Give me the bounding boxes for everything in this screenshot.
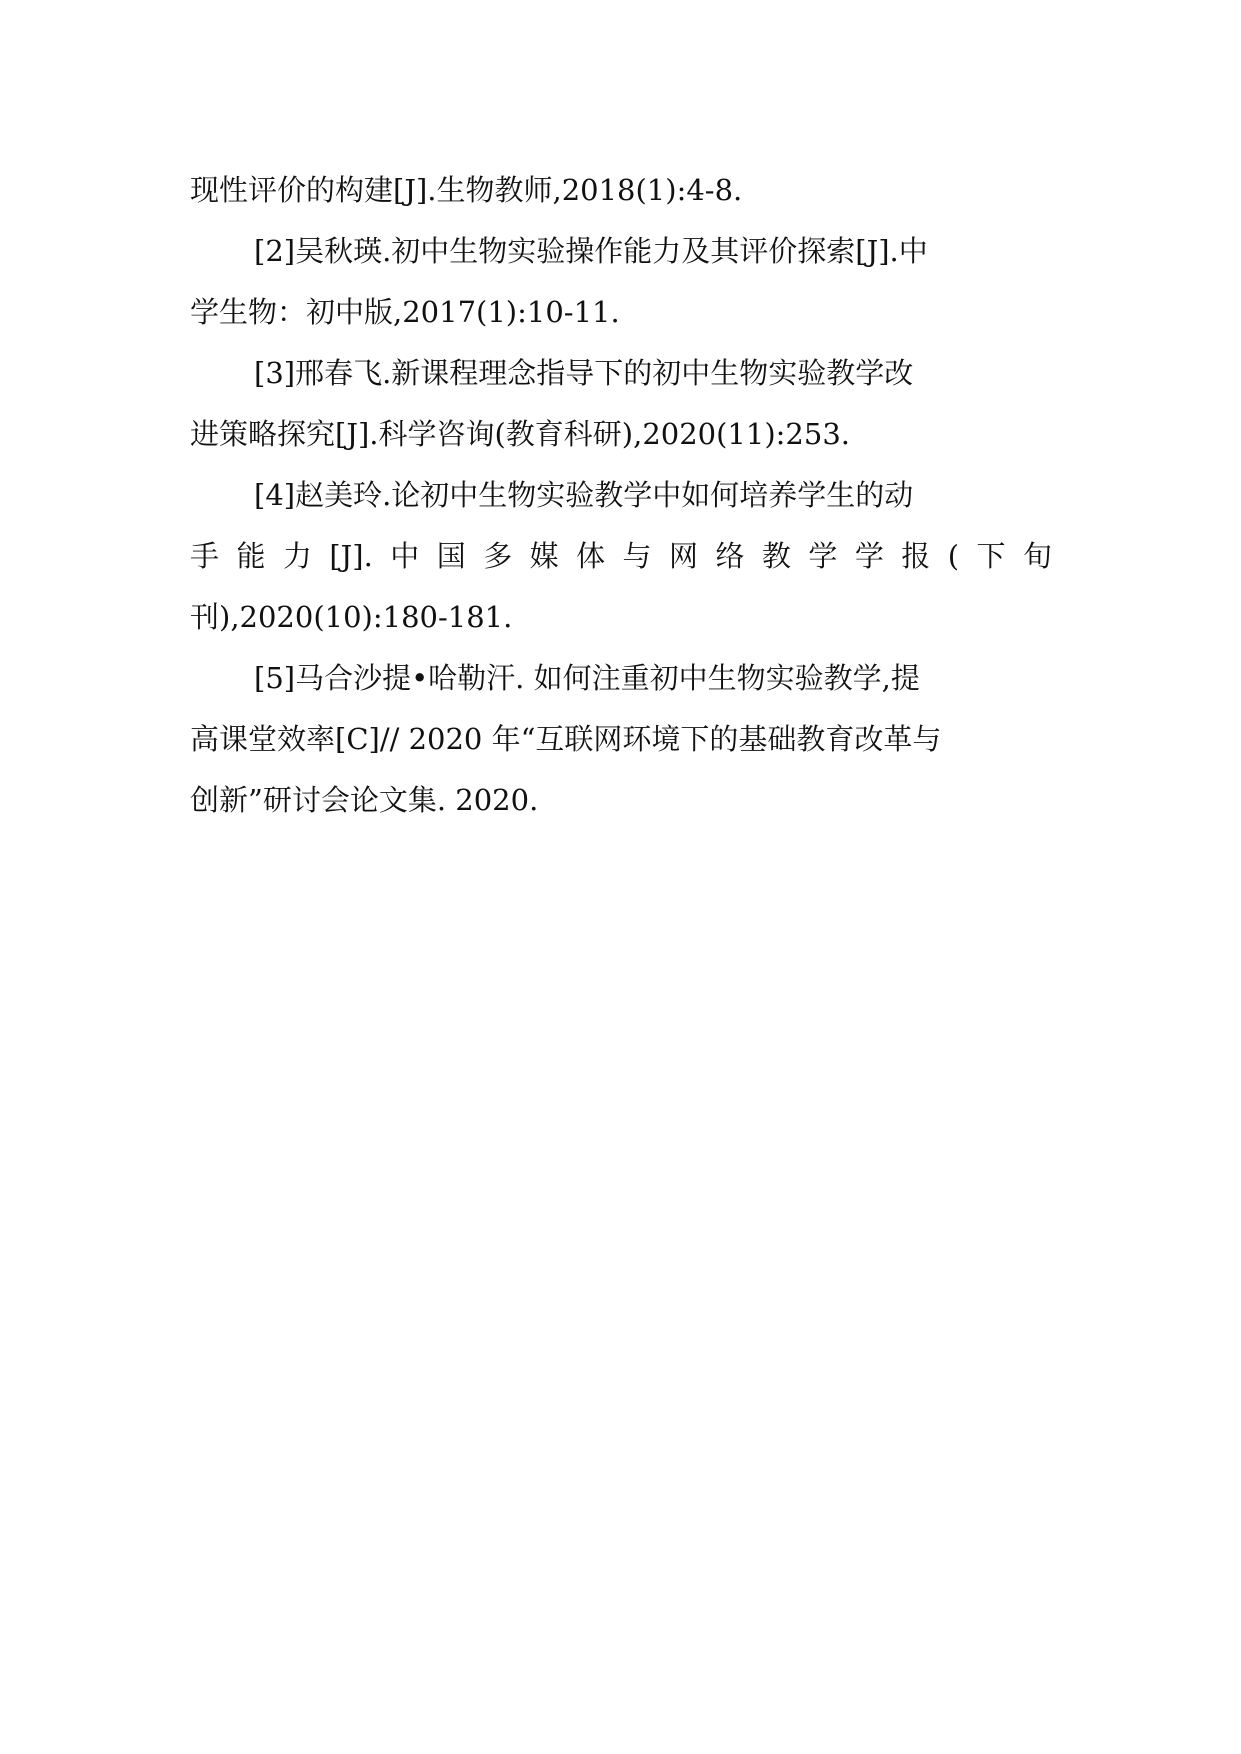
- reference-1-continuation: 现性评价的构建[J].生物教师,2018(1):4-8.: [190, 173, 743, 207]
- reference-5-line-2: 高课堂效率[C]// 2020 年“互联网环境下的基础教育改革与: [190, 722, 942, 756]
- justified-token: 能: [236, 539, 266, 573]
- justified-token: 络: [715, 539, 745, 573]
- justified-token: 报: [901, 539, 931, 573]
- reference-3-line-2: 进策略探究[J].科学咨询(教育科研),2020(11):253.: [190, 417, 850, 451]
- justified-token: 多: [483, 539, 513, 573]
- justified-token: 网: [669, 539, 699, 573]
- justified-token: [J].: [329, 539, 373, 573]
- reference-4-line-3: 刊),2020(10):180-181.: [190, 600, 513, 634]
- justified-token: 手: [190, 539, 220, 573]
- justified-token: 体: [576, 539, 606, 573]
- justified-token: 国: [436, 539, 466, 573]
- reference-list: [190, 160, 1052, 831]
- justified-token: 教: [761, 539, 791, 573]
- justified-token: 与: [622, 539, 652, 573]
- reference-2-line-1: [2]吴秋瑛.初中生物实验操作能力及其评价探索[J].中: [254, 234, 928, 268]
- justified-token: 学: [854, 539, 884, 573]
- reference-5-line-1: [5]马合沙提•哈勒汗. 如何注重初中生物实验教学,提: [254, 661, 920, 695]
- reference-4-line-1: [4]赵美玲.论初中生物实验教学中如何培养学生的动: [254, 478, 914, 512]
- justified-token: 力: [282, 539, 312, 573]
- reference-3-line-1: [3]邢春飞.新课程理念指导下的初中生物实验教学改: [254, 356, 914, 390]
- justified-token: 媒: [529, 539, 559, 573]
- justified-token: 下: [976, 539, 1006, 573]
- reference-2-line-2: 学生物：初中版,2017(1):10-11.: [190, 295, 620, 329]
- reference-4-line-2: [190, 526, 1052, 587]
- justified-token: 旬: [1022, 539, 1052, 573]
- justified-token: (: [947, 539, 960, 573]
- justified-token: 中: [390, 539, 420, 573]
- justified-token: 学: [808, 539, 838, 573]
- reference-5-line-3: 创新”研讨会论文集. 2020.: [190, 783, 539, 817]
